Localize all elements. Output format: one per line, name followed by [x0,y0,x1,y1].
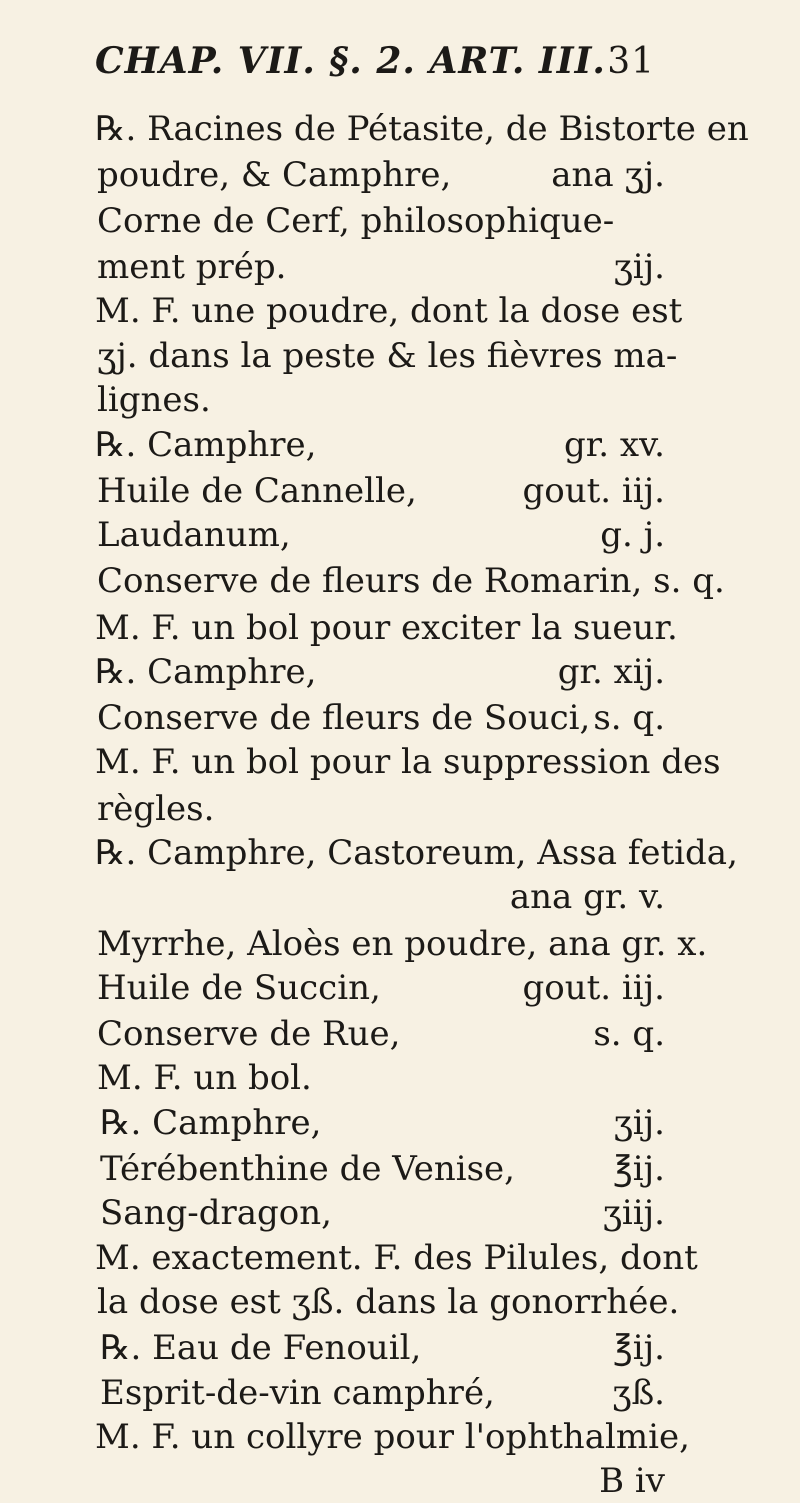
text-line [0,153,800,197]
text-line [0,378,800,422]
running-header [95,40,655,82]
text-line [0,245,800,289]
page-number: 31 [607,41,655,82]
line-text: M. F. une poudre, dont la dose est [95,291,683,331]
line-text: Huile de Succin, [97,968,381,1008]
dose-amount: gout. iij. [522,968,665,1008]
text-line [0,1101,800,1145]
dose-amount: g. j. [600,515,665,555]
line-text: M. F. un bol pour la suppression des [95,742,721,782]
text-line [0,922,800,966]
line-text: Laudanum, [97,515,291,555]
text-line [0,1147,800,1191]
line-text: Myrrhe, Aloès en poudre, ana gr. x. [97,924,708,964]
dose-amount: ʒij. [613,247,665,287]
line-text: ℞. Camphre, [95,652,317,692]
text-line [0,1012,800,1056]
dose-amount: gr. xij. [557,652,665,692]
chapter-heading: CHAP. VII. §. 2. ART. III. [95,40,606,82]
text-line [0,606,800,650]
dose-amount: gr. xv. [563,425,665,465]
line-text: poudre, & Camphre, [97,155,452,195]
dose-amount: ana ʒj. [551,155,665,195]
text-line [0,740,800,784]
text-line [0,423,800,467]
line-text: Huile de Cannelle, [97,471,417,511]
line-text: la dose est ʒß. dans la gonorrhée. [97,1282,680,1322]
line-text: Conserve de fleurs de Souci, [97,698,591,738]
line-text: ℞. Racines de Pétasite, de Bistorte en [95,109,749,149]
text-line [0,469,800,513]
text-line [0,831,800,875]
dose-amount: ʒij. [613,1103,665,1143]
dose-amount: ℥ij. [613,1149,665,1189]
line-text: Sang-dragon, [100,1193,332,1233]
text-line [0,1415,800,1459]
text-line [0,107,800,151]
line-text: ʒj. dans la peste & les fièvres ma- [97,336,678,376]
dose-amount: ʒiij. [602,1193,665,1233]
line-text: Corne de Cerf, philosophique- [97,201,615,241]
line-text: Conserve de Rue, [97,1014,401,1054]
line-text: Térébenthine de Venise, [100,1149,515,1189]
text-line [0,1371,800,1415]
dose-amount: B iv [599,1461,665,1501]
text-line [0,650,800,694]
dose-amount: ʒß. [612,1373,665,1413]
line-text: M. F. un bol pour exciter la sueur. [95,608,678,648]
text-line [0,787,800,831]
text-line [0,1236,800,1280]
text-line [0,696,800,740]
line-text: ℞. Camphre, Castoreum, Assa fetida, [95,833,738,873]
line-text: Conserve de fleurs de Romarin, s. q. [97,561,725,601]
line-text: ℞. Eau de Fenouil, [100,1328,422,1368]
text-line [0,513,800,557]
dose-amount: ana gr. v. [509,877,665,917]
line-text: Esprit-de-vin camphré, [100,1373,495,1413]
line-text: lignes. [97,380,211,420]
dose-amount: ℥ij. [613,1328,665,1368]
text-line [0,1326,800,1370]
text-line [0,1191,800,1235]
line-text: ℞. Camphre, [100,1103,322,1143]
text-line [0,875,800,919]
text-line [0,1280,800,1324]
text-line [0,289,800,333]
dose-amount: s. q. [593,698,665,738]
line-text: ℞. Camphre, [95,425,317,465]
text-line [0,199,800,243]
text-line [0,559,800,603]
line-text: M. exactement. F. des Pilules, dont [95,1238,698,1278]
line-text: règles. [97,789,215,829]
dose-amount: s. q. [593,1014,665,1054]
text-line [0,966,800,1010]
line-text: ment prép. [97,247,287,287]
text-line [0,1056,800,1100]
line-text: M. F. un collyre pour l'ophthalmie, [95,1417,690,1457]
text-line [0,1459,800,1503]
line-text: M. F. un bol. [97,1058,312,1098]
text-line [0,334,800,378]
dose-amount: gout. iij. [522,471,665,511]
